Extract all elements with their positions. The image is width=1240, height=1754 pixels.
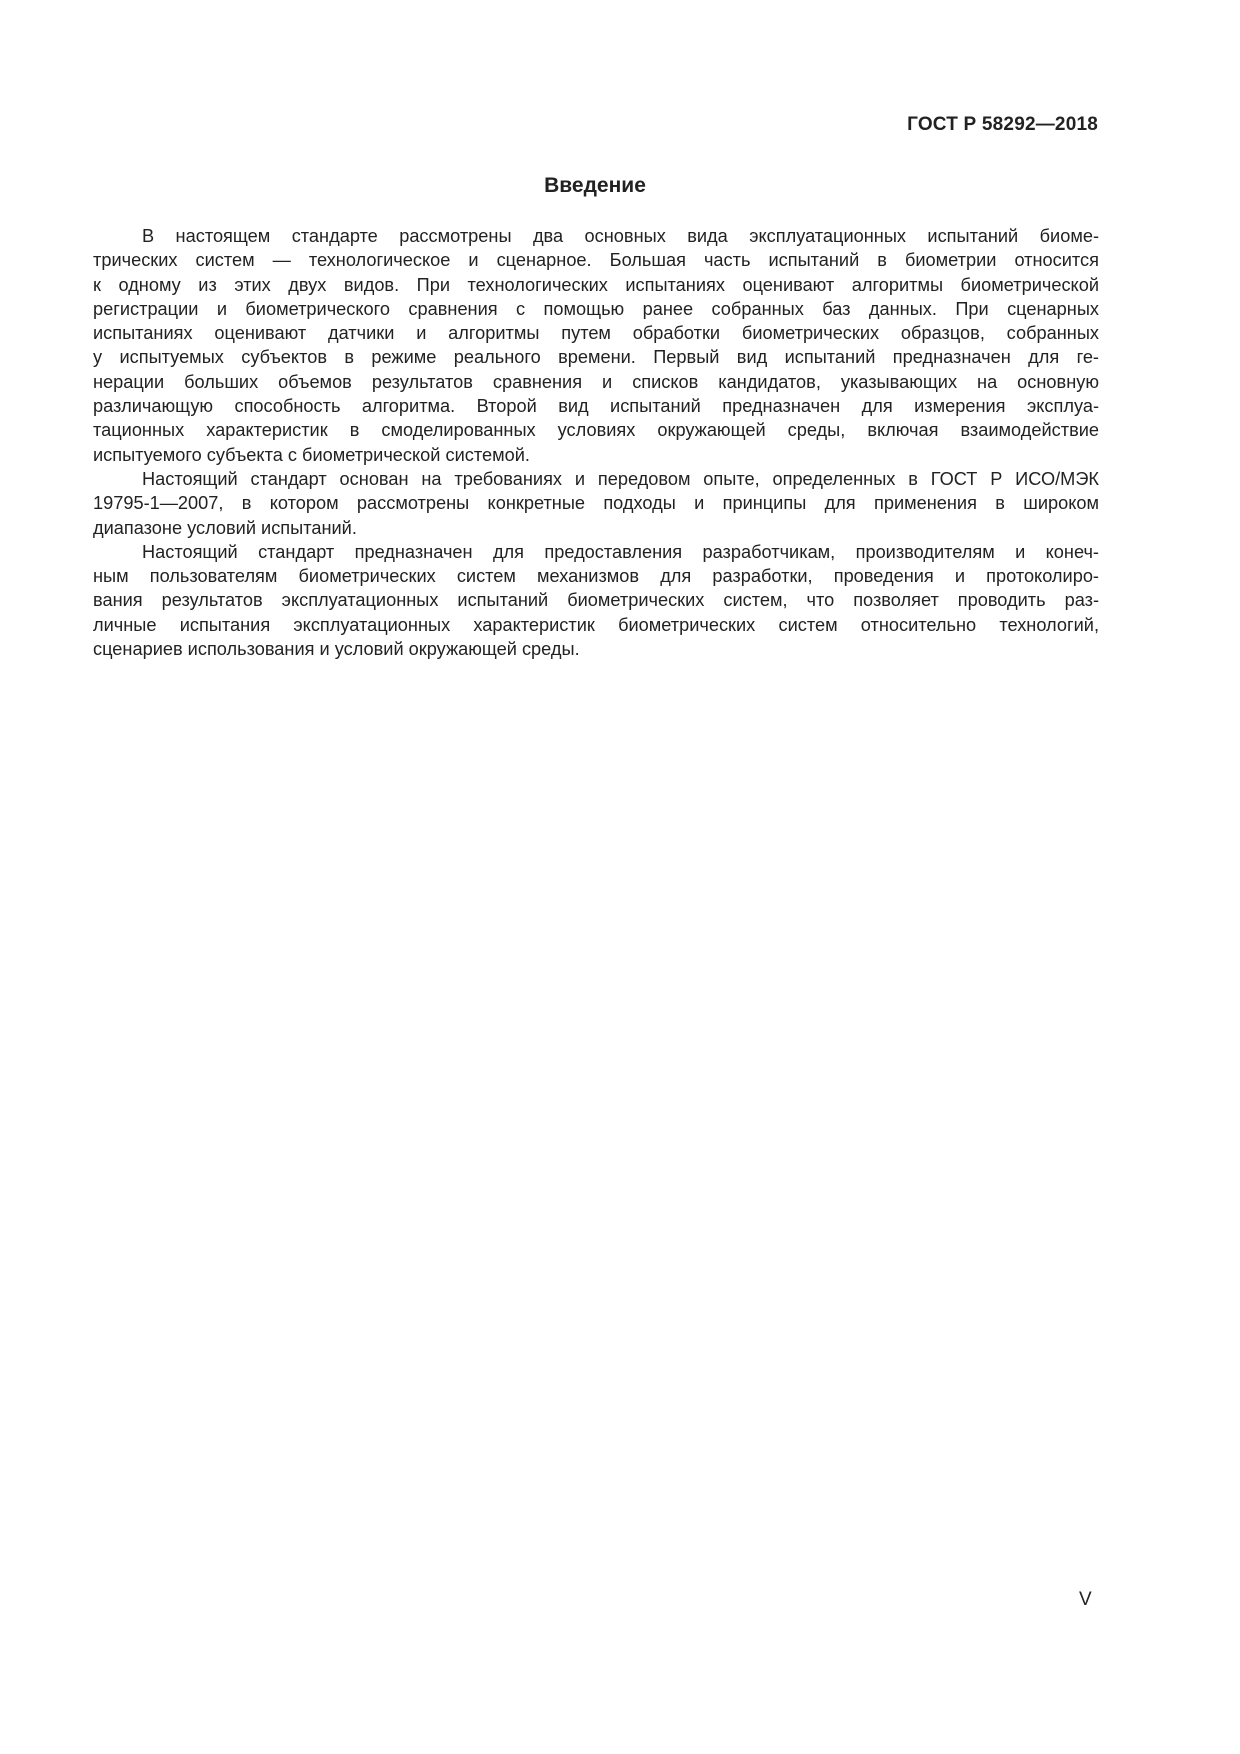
text-line: различающую способность алгоритма. Второй вид испытаний предназначен для измерения эксплуа-: [93, 396, 1099, 417]
text-line: регистрации и биометрического сравнения с помощью ранее собранных баз данных. При сценарных: [93, 298, 1099, 319]
page-number: V: [1079, 1589, 1092, 1610]
text-line: у испытуемых субъектов в режиме реального времени. Первый вид испытаний предназначен для ге-: [93, 347, 1099, 368]
text-line: к одному из этих двух видов. При технологических испытаниях оценивают алгоритмы биометрической: [93, 274, 1099, 295]
introduction-body: [93, 224, 1099, 661]
text-line: ным пользователям биометрических систем механизмов для разработки, проведения и протоколиро-: [93, 566, 1099, 587]
text-line: 19795-1—2007, в котором рассмотрены конкретные подходы и принципы для применения в широком: [93, 493, 1099, 514]
text-line: сценариев использования и условий окружающей среды.: [93, 639, 580, 660]
paragraph-1: [93, 224, 1099, 467]
text-line: тационных характеристик в смоделированных условиях окружающей среды, включая взаимодействие: [93, 420, 1099, 441]
paragraph-2: [93, 467, 1099, 540]
text-line: нерации больших объемов результатов сравнения и списков кандидатов, указывающих на основную: [93, 371, 1099, 392]
paragraph-3: [93, 540, 1099, 661]
section-title: Введение: [544, 174, 646, 197]
text-line: В настоящем стандарте рассмотрены два основных вида эксплуатационных испытаний биоме-: [142, 226, 1099, 246]
text-line: вания результатов эксплуатационных испытаний биометрических систем, что позволяет проводить раз-: [93, 590, 1099, 611]
text-line: испытаниях оценивают датчики и алгоритмы путем обработки биометрических образцов, собранных: [93, 323, 1099, 344]
text-line: личные испытания эксплуатационных характеристик биометрических систем относительно технологий,: [93, 614, 1099, 635]
text-line: диапазоне условий испытаний.: [93, 517, 357, 538]
document-id-header: ГОСТ Р 58292—2018: [907, 114, 1098, 135]
text-line: трических систем — технологическое и сценарное. Большая часть испытаний в биометрии относится: [93, 250, 1099, 271]
text-line: испытуемого субъекта с биометрической системой.: [93, 444, 530, 465]
text-line: Настоящий стандарт основан на требованиях и передовом опыте, определенных в ГОСТ Р ИСО/МЭК: [142, 468, 1099, 489]
text-line: Настоящий стандарт предназначен для предоставления разработчикам, производителям и конеч-: [142, 541, 1099, 562]
